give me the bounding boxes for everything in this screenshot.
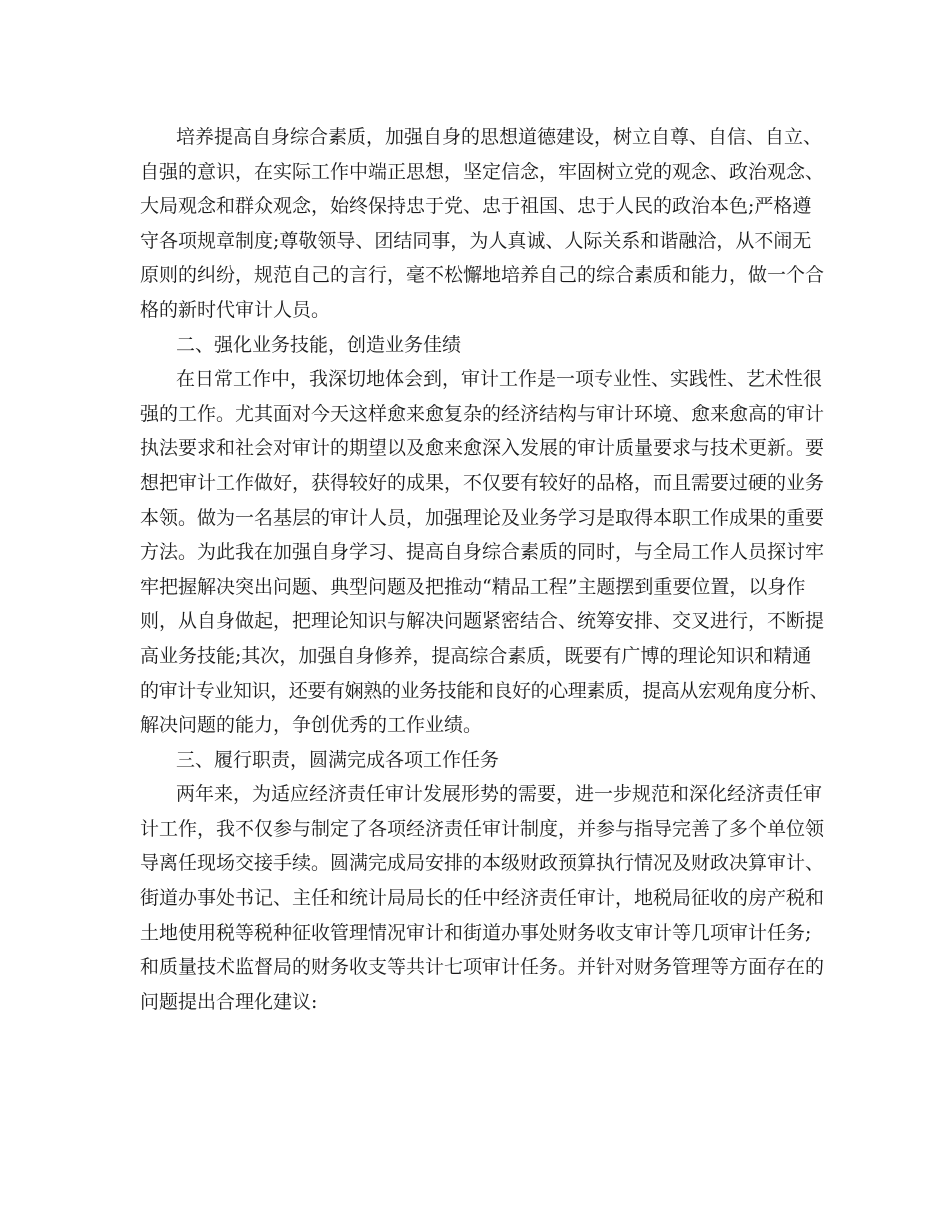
paragraph-line: 方法。为此我在加强自身学习、提高自身综合素质的同时，与全局工作人员探讨牢 bbox=[140, 541, 825, 564]
paragraph-line: 导离任现场交接手续。圆满完成局安排的本级财政预算执行情况及财政决算审计、 bbox=[140, 852, 825, 875]
document-body bbox=[140, 120, 830, 1019]
paragraph-line: 想把审计工作做好，获得较好的成果，不仅要有较好的品格，而且需要过硬的业务 bbox=[140, 471, 825, 494]
paragraph-line: 培养提高自身综合素质，加强自身的思想道德建设，树立自尊、自信、自立、 bbox=[176, 126, 823, 148]
paragraph-line: 执法要求和社会对审计的期望以及愈来愈深入发展的审计质量要求与技术更新。要 bbox=[140, 437, 825, 460]
paragraph-line: 高业务技能;其次，加强自身修养，提高综合素质，既要有广博的理论知识和精通 bbox=[140, 644, 812, 667]
section-heading: 三、履行职责，圆满完成各项工作任务 bbox=[176, 748, 500, 771]
paragraph-line: 强的工作。尤其面对今天这样愈来愈复杂的经济结构与审计环境、愈来愈高的审计 bbox=[140, 402, 825, 425]
section-heading: 二、强化业务技能，创造业务佳绩 bbox=[176, 333, 462, 356]
paragraph-line: 本领。做为一名基层的审计人员，加强理论及业务学习是取得本职工作成果的重要 bbox=[140, 506, 825, 529]
paragraph-line: 解决问题的能力，争创优秀的工作业绩。 bbox=[140, 714, 483, 737]
paragraph-line: 计工作，我不仅参与制定了各项经济责任审计制度，并参与指导完善了多个单位领 bbox=[140, 817, 825, 840]
paragraph-line: 原则的纠纷，规范自己的言行，毫不松懈地培养自己的综合素质和能力，做一个合 bbox=[140, 264, 825, 287]
paragraph-line: 大局观念和群众观念，始终保持忠于党、忠于祖国、忠于人民的政治本色;严格遵 bbox=[140, 195, 812, 218]
paragraph-line: 守各项规章制度;尊敬领导、团结同事，为人真诚、人际关系和谐融洽，从不闹无 bbox=[140, 229, 812, 252]
paragraph-line: 牢把握解决突出问题、典型问题及把推动“精品工程”主题摆到重要位置，以身作 bbox=[140, 575, 806, 598]
paragraph-line: 两年来，为适应经济责任审计发展形势的需要，进一步规范和深化经济责任审 bbox=[176, 783, 823, 806]
paragraph-line: 土地使用税等税种征收管理情况审计和街道办事处财务收支审计等几项审计任务; bbox=[140, 921, 812, 944]
paragraph-line: 格的新时代审计人员。 bbox=[140, 298, 331, 321]
paragraph-line: 的审计专业知识，还要有娴熟的业务技能和良好的心理素质，提高从宏观角度分析、 bbox=[140, 679, 829, 702]
paragraph-line: 街道办事处书记、主任和统计局局长的任中经济责任审计，地税局征收的房产税和 bbox=[140, 887, 825, 910]
paragraph-line: 在日常工作中，我深切地体会到，审计工作是一项专业性、实践性、艺术性很 bbox=[176, 368, 823, 391]
paragraph-line: 自强的意识，在实际工作中端正思想，坚定信念，牢固树立党的观念、政治观念、 bbox=[140, 160, 825, 183]
paragraph-line: 则，从自身做起，把理论知识与解决问题紧密结合、统筹安排、交叉进行，不断提 bbox=[140, 610, 825, 633]
paragraph-line: 和质量技术监督局的财务收支等共计七项审计任务。并针对财务管理等方面存在的 bbox=[140, 956, 825, 979]
paragraph-line: 问题提出合理化建议: bbox=[140, 990, 318, 1013]
